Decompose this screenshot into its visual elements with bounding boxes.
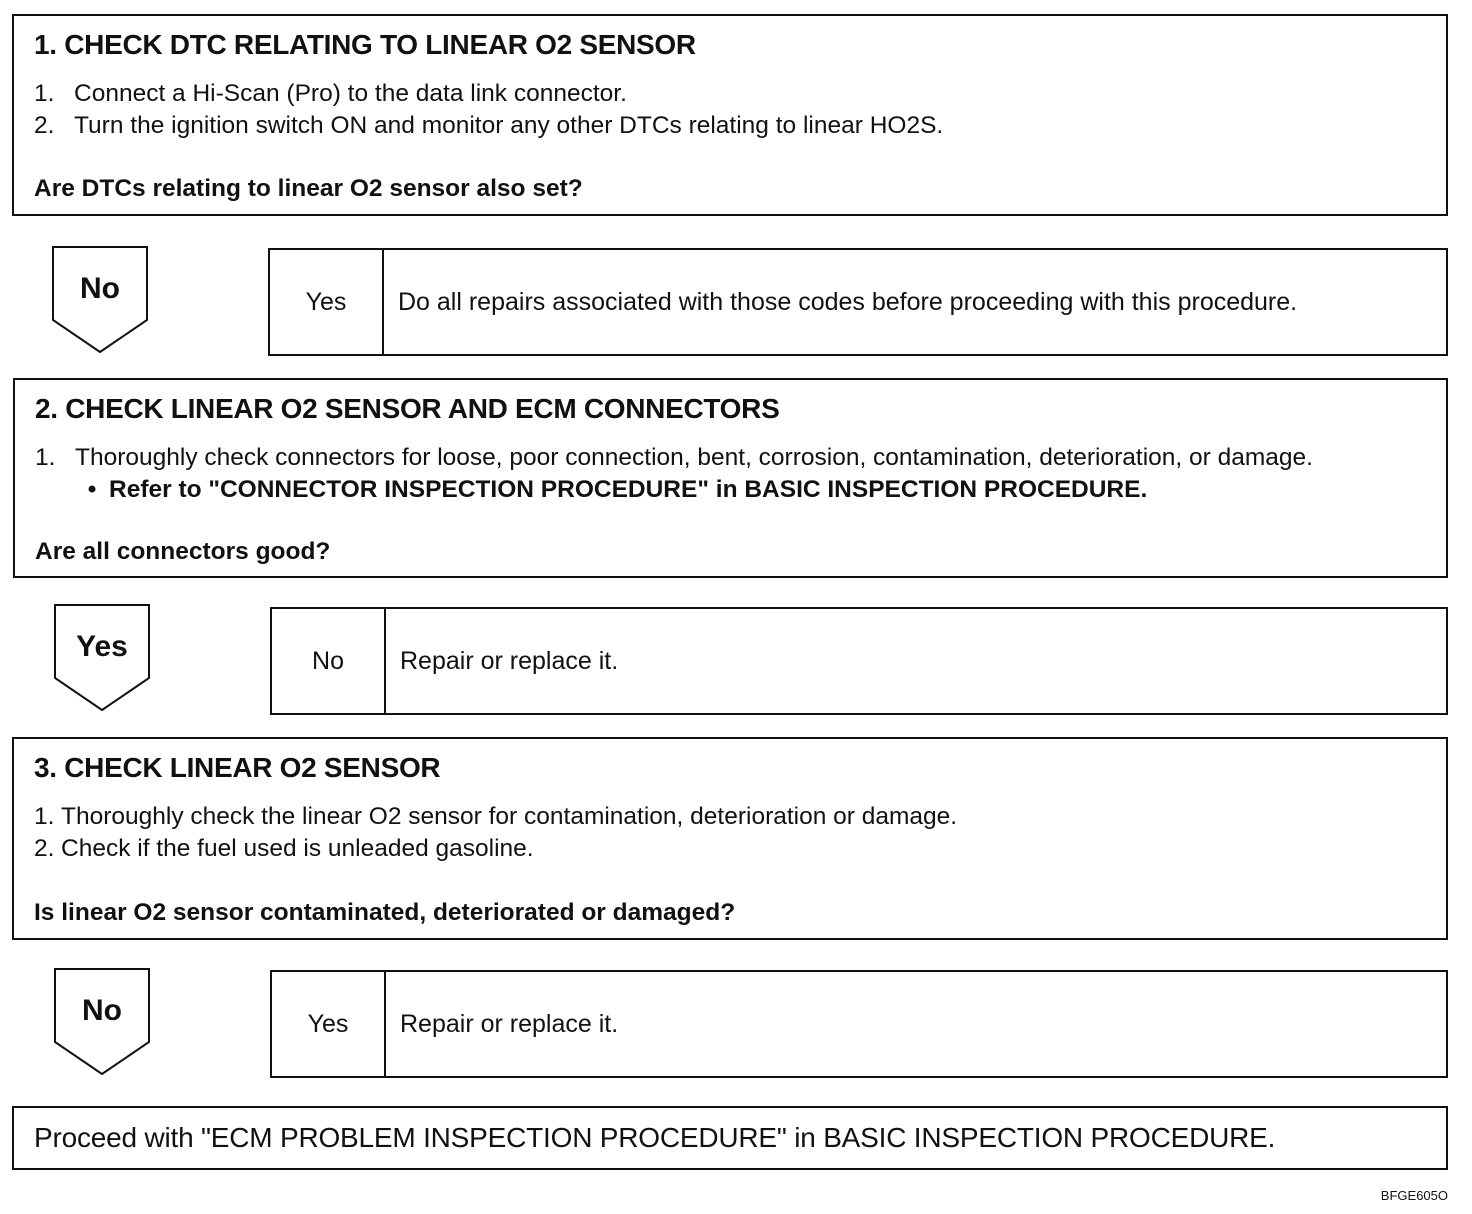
final-step-box [12, 1106, 1448, 1170]
step-2-item-1 [35, 442, 1426, 474]
step-1-item-1-number: 1. [34, 80, 55, 107]
branch-3-arrow-label: No [82, 994, 122, 1027]
final-step-text: Proceed with "ECM PROBLEM INSPECTION PROCEDURE" in BASIC INSPECTION PROCEDURE. [34, 1122, 1276, 1153]
step-3-title: 3. CHECK LINEAR O2 SENSOR [34, 752, 441, 783]
step-3-question: Is linear O2 sensor contaminated, deteriorated or damaged? [34, 899, 736, 926]
step-1-box [12, 14, 1448, 216]
step-1-item-2-text: Turn the ignition switch ON and monitor any other DTCs relating to linear HO2S. [74, 112, 944, 139]
branch-2-action: Repair or replace it. [400, 646, 619, 675]
step-1-item-2-number: 2. [34, 112, 55, 139]
branch-1-answer: Yes [270, 250, 384, 354]
branch-3-action: Repair or replace it. [400, 1009, 619, 1038]
step-3-item-1 [34, 801, 1426, 833]
branch-2-arrow [54, 604, 150, 712]
step-3-item-2 [34, 833, 1426, 865]
branch-3-arrow [54, 968, 150, 1076]
branch-3-outcome [270, 970, 1448, 1078]
step-2-box [13, 378, 1448, 578]
step-2-bullet [35, 474, 1426, 506]
step-3-item-1-number: 1. [34, 803, 55, 830]
branch-1-arrow [52, 246, 148, 354]
branch-1-arrow-label: No [80, 272, 120, 305]
step-3-item-2-text: Check if the fuel used is unleaded gasoline. [61, 835, 534, 862]
branch-1-action: Do all repairs associated with those codes before proceeding with this procedure. [398, 287, 1298, 316]
branch-2-outcome [270, 607, 1448, 715]
step-1-item-1-text: Connect a Hi-Scan (Pro) to the data link connector. [74, 80, 627, 107]
figure-code: BFGE605O [1380, 1188, 1448, 1203]
bullet-icon: • [87, 476, 97, 503]
branch-1-outcome [268, 248, 1448, 356]
step-2-title: 2. CHECK LINEAR O2 SENSOR AND ECM CONNECTORS [35, 393, 780, 424]
step-2-bullet-text: Refer to "CONNECTOR INSPECTION PROCEDURE" in BASIC INSPECTION PROCEDURE. [109, 476, 1148, 503]
step-3-item-2-number: 2. [34, 835, 55, 862]
step-1-question: Are DTCs relating to linear O2 sensor also set? [34, 175, 583, 202]
step-2-item-1-text: Thoroughly check connectors for loose, poor connection, bent, corrosion, contamination, deterioration, or damage. [75, 444, 1313, 471]
step-2-question: Are all connectors good? [35, 538, 331, 565]
branch-2-arrow-label: Yes [76, 630, 128, 663]
step-3-box [12, 737, 1448, 940]
branch-2-answer: No [272, 609, 386, 713]
step-1-title: 1. CHECK DTC RELATING TO LINEAR O2 SENSOR [34, 29, 696, 60]
step-1-item-1 [34, 78, 1426, 110]
step-2-item-1-number: 1. [35, 444, 56, 471]
step-3-item-1-text: Thoroughly check the linear O2 sensor for contamination, deterioration or damage. [61, 803, 958, 830]
branch-3-answer: Yes [272, 972, 386, 1076]
step-1-item-2 [34, 110, 1426, 142]
